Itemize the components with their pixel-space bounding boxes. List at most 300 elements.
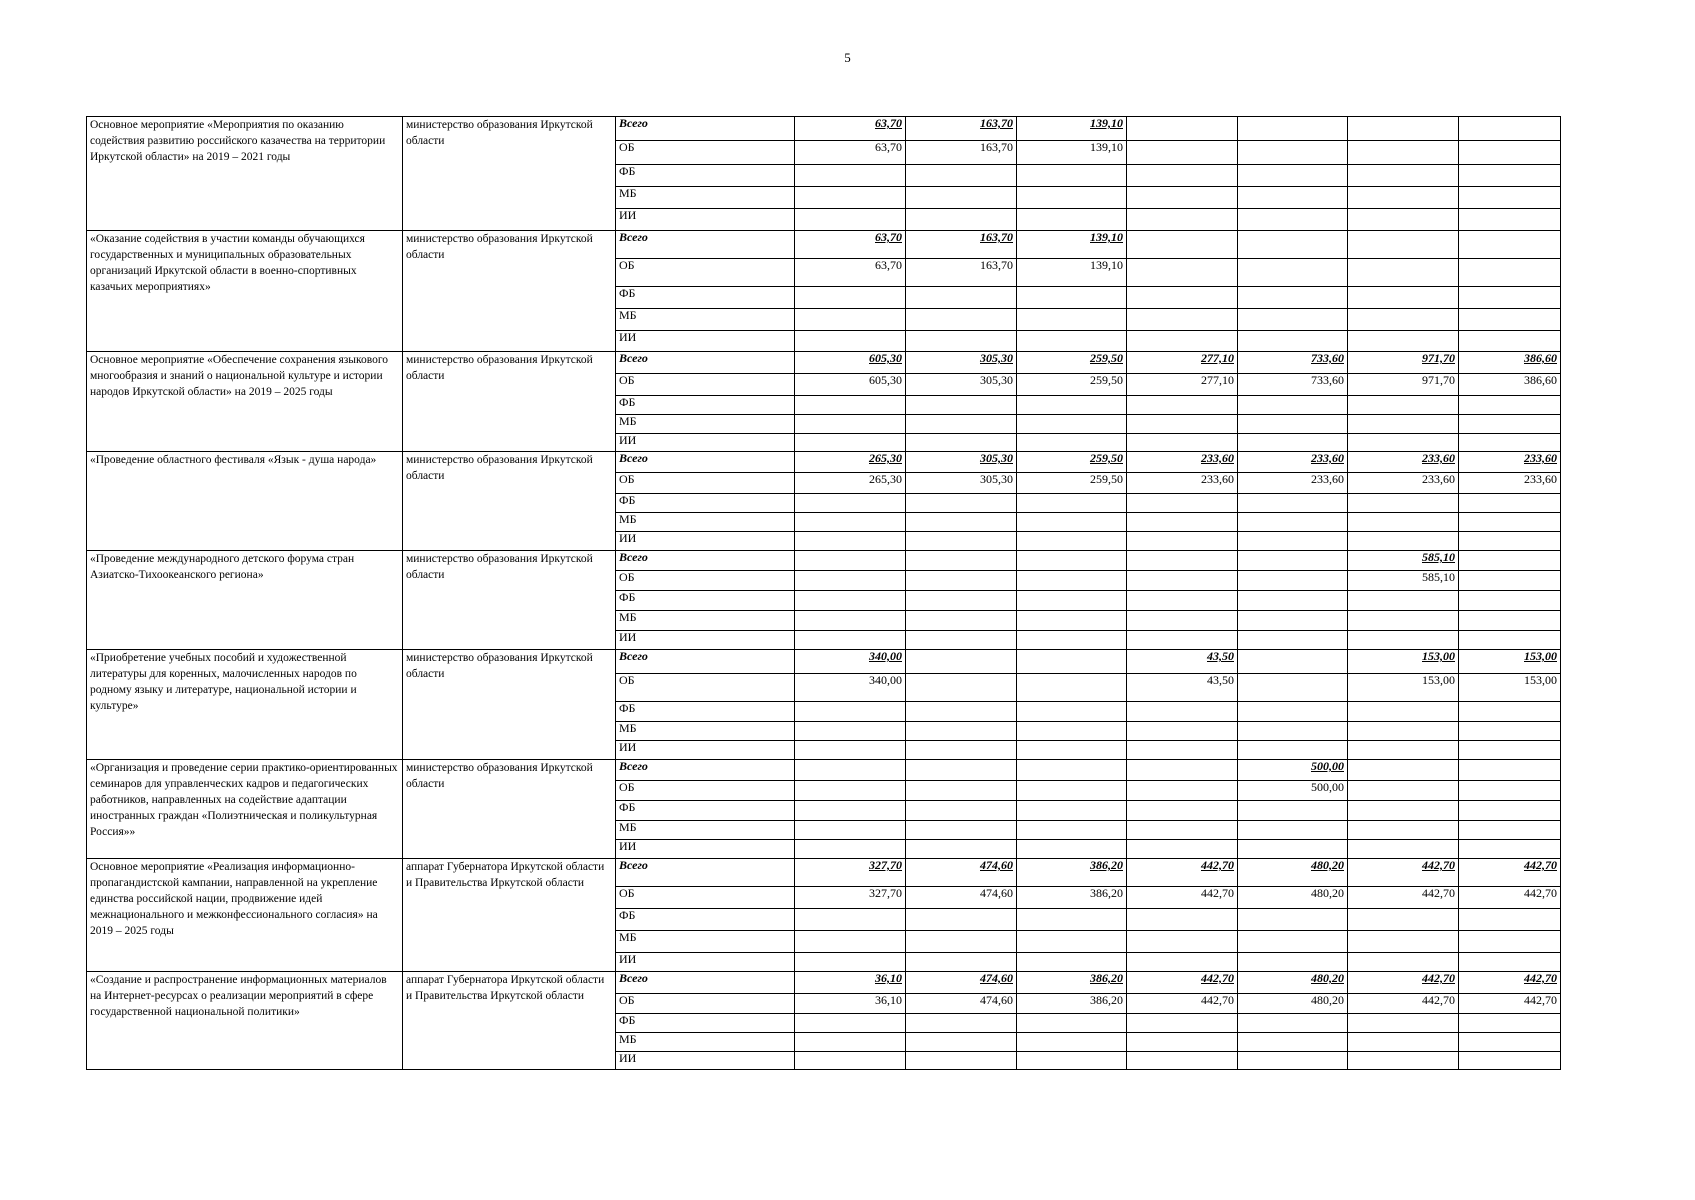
value-cell: 605,30 — [795, 374, 906, 396]
funding-source-total: Всего — [616, 650, 795, 674]
value-cell: 442,70 — [1127, 887, 1238, 909]
executor-name: аппарат Губернатора Иркутской области и Правительства Иркутской области — [403, 972, 616, 1070]
value-cell: 733,60 — [1238, 374, 1348, 396]
funding-source-total: Всего — [616, 117, 795, 141]
value-cell — [1017, 1052, 1127, 1070]
value-cell — [1238, 1033, 1348, 1052]
activity-name: «Проведение областного фестиваля «Язык - душа народа» — [87, 452, 403, 551]
value-cell — [1017, 287, 1127, 309]
value-cell — [1127, 909, 1238, 931]
value-cell — [1127, 513, 1238, 532]
funding-source-ii: ИИ — [616, 631, 795, 650]
value-cell: 305,30 — [906, 374, 1017, 396]
value-cell: 153,00 — [1348, 650, 1459, 674]
value-cell — [1238, 415, 1348, 434]
value-cell — [1459, 741, 1561, 760]
value-cell: 139,10 — [1017, 259, 1127, 287]
value-cell — [795, 781, 906, 801]
value-cell — [1127, 141, 1238, 165]
value-cell — [906, 513, 1017, 532]
table-row-total — [87, 551, 1561, 571]
value-cell — [1017, 840, 1127, 859]
value-cell: 442,70 — [1127, 994, 1238, 1014]
value-cell — [1127, 309, 1238, 331]
value-cell — [1017, 760, 1127, 781]
value-cell: 340,00 — [795, 650, 906, 674]
value-cell — [1127, 415, 1238, 434]
value-cell — [1017, 494, 1127, 513]
value-cell — [906, 953, 1017, 972]
value-cell — [1459, 722, 1561, 741]
value-cell — [1348, 187, 1459, 209]
value-cell — [1017, 1033, 1127, 1052]
table-row-total — [87, 117, 1561, 141]
value-cell: 153,00 — [1459, 650, 1561, 674]
value-cell — [795, 396, 906, 415]
value-cell — [1127, 1014, 1238, 1033]
value-cell — [1459, 309, 1561, 331]
value-cell: 386,20 — [1017, 859, 1127, 887]
value-cell — [1017, 631, 1127, 650]
value-cell — [1127, 259, 1238, 287]
value-cell: 153,00 — [1459, 674, 1561, 702]
value-cell — [795, 722, 906, 741]
value-cell — [1017, 801, 1127, 821]
value-cell — [1017, 396, 1127, 415]
value-cell: 233,60 — [1459, 452, 1561, 473]
value-cell — [1459, 781, 1561, 801]
funding-source-fb: ФБ — [616, 396, 795, 415]
value-cell — [1238, 141, 1348, 165]
budget-table — [86, 116, 1561, 1070]
value-cell: 277,10 — [1127, 352, 1238, 374]
funding-source-mb: МБ — [616, 931, 795, 953]
value-cell — [795, 1014, 906, 1033]
funding-source-ob: ОБ — [616, 994, 795, 1014]
value-cell — [795, 571, 906, 591]
value-cell — [1127, 801, 1238, 821]
value-cell — [1017, 415, 1127, 434]
value-cell — [1459, 1014, 1561, 1033]
value-cell — [1127, 571, 1238, 591]
funding-source-total: Всего — [616, 972, 795, 994]
value-cell — [1459, 117, 1561, 141]
value-cell — [1348, 396, 1459, 415]
value-cell — [1127, 187, 1238, 209]
value-cell: 139,10 — [1017, 141, 1127, 165]
value-cell: 43,50 — [1127, 674, 1238, 702]
value-cell — [1348, 494, 1459, 513]
funding-source-total: Всего — [616, 352, 795, 374]
funding-source-total: Всего — [616, 551, 795, 571]
value-cell — [1238, 1014, 1348, 1033]
value-cell — [1348, 259, 1459, 287]
value-cell — [1459, 1052, 1561, 1070]
value-cell — [1127, 1052, 1238, 1070]
value-cell — [1017, 532, 1127, 551]
value-cell — [906, 650, 1017, 674]
funding-source-mb: МБ — [616, 722, 795, 741]
value-cell: 971,70 — [1348, 352, 1459, 374]
value-cell — [1238, 909, 1348, 931]
value-cell — [1459, 821, 1561, 840]
funding-source-ob: ОБ — [616, 259, 795, 287]
activity-name: Основное мероприятие «Мероприятия по оказанию содействия развитию российского казачества на территории Иркутской области» на 2019 – 2021 годы — [87, 117, 403, 231]
value-cell: 480,20 — [1238, 972, 1348, 994]
value-cell — [1348, 331, 1459, 352]
value-cell — [1459, 434, 1561, 452]
value-cell: 139,10 — [1017, 231, 1127, 259]
value-cell — [906, 722, 1017, 741]
value-cell: 163,70 — [906, 117, 1017, 141]
value-cell — [1238, 165, 1348, 187]
value-cell: 442,70 — [1348, 859, 1459, 887]
value-cell: 585,10 — [1348, 571, 1459, 591]
value-cell — [1017, 187, 1127, 209]
value-cell — [1348, 117, 1459, 141]
executor-name: министерство образования Иркутской области — [403, 452, 616, 551]
value-cell: 500,00 — [1238, 781, 1348, 801]
funding-source-mb: МБ — [616, 309, 795, 331]
value-cell: 63,70 — [795, 259, 906, 287]
value-cell: 233,60 — [1348, 473, 1459, 494]
activity-name: «Организация и проведение серии практико-ориентированных семинаров для управленческих кадров и педагогических работников, направленных на содействие адаптации иностранных граждан «Полиэтническая и поликультурная Россия»» — [87, 760, 403, 859]
value-cell — [1127, 931, 1238, 953]
value-cell — [1017, 722, 1127, 741]
executor-name: министерство образования Иркутской области — [403, 352, 616, 452]
value-cell — [1017, 953, 1127, 972]
value-cell — [1127, 434, 1238, 452]
funding-source-total: Всего — [616, 231, 795, 259]
value-cell — [1348, 781, 1459, 801]
value-cell — [1127, 551, 1238, 571]
value-cell: 474,60 — [906, 887, 1017, 909]
funding-source-mb: МБ — [616, 611, 795, 631]
value-cell — [1348, 760, 1459, 781]
value-cell — [1238, 840, 1348, 859]
value-cell — [795, 1033, 906, 1052]
value-cell: 265,30 — [795, 473, 906, 494]
value-cell — [1127, 840, 1238, 859]
value-cell: 233,60 — [1348, 452, 1459, 473]
value-cell — [795, 551, 906, 571]
value-cell — [1127, 631, 1238, 650]
value-cell: 327,70 — [795, 859, 906, 887]
funding-source-total: Всего — [616, 760, 795, 781]
value-cell — [1238, 611, 1348, 631]
value-cell — [1017, 551, 1127, 571]
value-cell: 474,60 — [906, 972, 1017, 994]
value-cell: 442,70 — [1127, 859, 1238, 887]
value-cell — [1459, 1033, 1561, 1052]
value-cell — [1017, 821, 1127, 840]
table-row-total — [87, 859, 1561, 887]
value-cell — [1017, 591, 1127, 611]
value-cell — [1238, 591, 1348, 611]
value-cell — [795, 513, 906, 532]
value-cell — [906, 165, 1017, 187]
value-cell — [1348, 722, 1459, 741]
value-cell: 163,70 — [906, 259, 1017, 287]
value-cell — [1127, 287, 1238, 309]
value-cell — [1238, 187, 1348, 209]
value-cell: 36,10 — [795, 972, 906, 994]
value-cell — [795, 840, 906, 859]
value-cell — [906, 931, 1017, 953]
table-body — [87, 117, 1561, 1070]
activity-name: Основное мероприятие «Реализация информационно-пропагандистской кампании, направленной на укрепление единства российской нации, продвижение идей межнационального и межконфессионального согласия» на 2019 – 2025 годы — [87, 859, 403, 972]
funding-source-fb: ФБ — [616, 591, 795, 611]
value-cell — [1017, 309, 1127, 331]
value-cell — [1348, 165, 1459, 187]
table-row-total — [87, 650, 1561, 674]
value-cell: 327,70 — [795, 887, 906, 909]
funding-source-fb: ФБ — [616, 702, 795, 722]
funding-source-ob: ОБ — [616, 374, 795, 396]
value-cell — [1238, 494, 1348, 513]
value-cell — [1459, 532, 1561, 551]
value-cell — [1348, 209, 1459, 231]
funding-source-ob: ОБ — [616, 887, 795, 909]
value-cell — [1238, 396, 1348, 415]
value-cell — [795, 434, 906, 452]
value-cell — [795, 931, 906, 953]
value-cell — [1127, 821, 1238, 840]
funding-source-ii: ИИ — [616, 331, 795, 352]
value-cell: 386,60 — [1459, 374, 1561, 396]
value-cell — [1017, 209, 1127, 231]
value-cell — [795, 165, 906, 187]
value-cell — [1017, 611, 1127, 631]
value-cell — [1127, 953, 1238, 972]
value-cell — [906, 434, 1017, 452]
value-cell — [1238, 259, 1348, 287]
value-cell — [1348, 141, 1459, 165]
value-cell: 480,20 — [1238, 887, 1348, 909]
funding-source-ii: ИИ — [616, 209, 795, 231]
funding-source-total: Всего — [616, 859, 795, 887]
value-cell — [906, 209, 1017, 231]
activity-name: «Оказание содействия в участии команды обучающихся государственных и муниципальных образовательных организаций Иркутской области в военно-спортивных казачьих мероприятиях» — [87, 231, 403, 352]
value-cell — [1017, 650, 1127, 674]
value-cell — [1238, 231, 1348, 259]
value-cell — [1348, 1052, 1459, 1070]
value-cell — [1127, 741, 1238, 760]
value-cell — [1238, 309, 1348, 331]
value-cell — [906, 741, 1017, 760]
table-row-total — [87, 231, 1561, 259]
value-cell — [1017, 513, 1127, 532]
value-cell — [795, 532, 906, 551]
value-cell — [1238, 650, 1348, 674]
value-cell — [1127, 331, 1238, 352]
value-cell — [1348, 1014, 1459, 1033]
value-cell — [906, 1033, 1017, 1052]
value-cell: 480,20 — [1238, 859, 1348, 887]
value-cell — [906, 287, 1017, 309]
value-cell — [1238, 931, 1348, 953]
value-cell — [1238, 434, 1348, 452]
value-cell — [906, 611, 1017, 631]
value-cell — [1459, 551, 1561, 571]
value-cell: 386,20 — [1017, 994, 1127, 1014]
funding-source-mb: МБ — [616, 1033, 795, 1052]
value-cell — [1238, 331, 1348, 352]
value-cell — [906, 909, 1017, 931]
funding-source-total: Всего — [616, 452, 795, 473]
table-row-total — [87, 972, 1561, 994]
value-cell — [1459, 415, 1561, 434]
value-cell — [1348, 741, 1459, 760]
value-cell: 386,20 — [1017, 887, 1127, 909]
value-cell — [1459, 760, 1561, 781]
funding-source-ob: ОБ — [616, 141, 795, 165]
value-cell: 139,10 — [1017, 117, 1127, 141]
value-cell — [906, 309, 1017, 331]
value-cell — [1348, 611, 1459, 631]
value-cell: 442,70 — [1127, 972, 1238, 994]
value-cell: 233,60 — [1459, 473, 1561, 494]
value-cell: 442,70 — [1348, 887, 1459, 909]
value-cell: 442,70 — [1348, 972, 1459, 994]
executor-name: министерство образования Иркутской области — [403, 760, 616, 859]
value-cell — [1459, 611, 1561, 631]
value-cell: 480,20 — [1238, 994, 1348, 1014]
funding-source-fb: ФБ — [616, 494, 795, 513]
value-cell — [1127, 722, 1238, 741]
value-cell — [1459, 571, 1561, 591]
value-cell: 63,70 — [795, 117, 906, 141]
value-cell — [1348, 1033, 1459, 1052]
value-cell — [795, 760, 906, 781]
value-cell — [1127, 781, 1238, 801]
value-cell — [906, 674, 1017, 702]
value-cell: 500,00 — [1238, 760, 1348, 781]
value-cell: 233,60 — [1238, 452, 1348, 473]
value-cell: 305,30 — [906, 352, 1017, 374]
value-cell: 442,70 — [1459, 887, 1561, 909]
value-cell: 971,70 — [1348, 374, 1459, 396]
value-cell — [795, 801, 906, 821]
value-cell — [795, 494, 906, 513]
value-cell — [1348, 231, 1459, 259]
value-cell — [1459, 259, 1561, 287]
funding-source-mb: МБ — [616, 415, 795, 434]
funding-source-ob: ОБ — [616, 674, 795, 702]
value-cell: 233,60 — [1127, 473, 1238, 494]
value-cell: 474,60 — [906, 859, 1017, 887]
value-cell — [795, 741, 906, 760]
value-cell — [1348, 434, 1459, 452]
value-cell: 305,30 — [906, 473, 1017, 494]
value-cell — [795, 909, 906, 931]
value-cell — [1238, 532, 1348, 551]
value-cell — [1127, 702, 1238, 722]
value-cell — [906, 1052, 1017, 1070]
value-cell — [906, 331, 1017, 352]
value-cell: 442,70 — [1459, 994, 1561, 1014]
value-cell: 386,60 — [1459, 352, 1561, 374]
value-cell — [1238, 117, 1348, 141]
value-cell — [906, 801, 1017, 821]
page-number: 5 — [844, 50, 851, 65]
funding-source-ii: ИИ — [616, 953, 795, 972]
value-cell — [1459, 591, 1561, 611]
value-cell — [1017, 741, 1127, 760]
value-cell — [906, 415, 1017, 434]
value-cell — [795, 1052, 906, 1070]
value-cell — [1459, 141, 1561, 165]
activity-name: «Проведение международного детского форума стран Азиатско-Тихоокеанского региона» — [87, 551, 403, 650]
value-cell — [1238, 722, 1348, 741]
value-cell — [1127, 165, 1238, 187]
value-cell — [906, 591, 1017, 611]
value-cell — [1348, 415, 1459, 434]
table-row-total — [87, 452, 1561, 473]
value-cell — [1459, 953, 1561, 972]
value-cell — [1459, 909, 1561, 931]
funding-source-ii: ИИ — [616, 532, 795, 551]
value-cell: 442,70 — [1459, 972, 1561, 994]
value-cell — [1238, 801, 1348, 821]
value-cell — [1459, 513, 1561, 532]
value-cell — [1238, 631, 1348, 650]
value-cell — [1238, 953, 1348, 972]
value-cell: 585,10 — [1348, 551, 1459, 571]
value-cell — [1127, 396, 1238, 415]
value-cell — [1127, 591, 1238, 611]
value-cell — [1459, 187, 1561, 209]
value-cell — [1348, 591, 1459, 611]
value-cell — [1348, 909, 1459, 931]
value-cell — [1017, 674, 1127, 702]
value-cell — [1348, 953, 1459, 972]
value-cell — [1459, 494, 1561, 513]
value-cell: 63,70 — [795, 141, 906, 165]
value-cell: 259,50 — [1017, 352, 1127, 374]
value-cell — [795, 821, 906, 840]
value-cell: 386,20 — [1017, 972, 1127, 994]
value-cell — [795, 209, 906, 231]
value-cell: 153,00 — [1348, 674, 1459, 702]
value-cell — [1127, 494, 1238, 513]
value-cell — [1459, 931, 1561, 953]
value-cell — [1017, 165, 1127, 187]
value-cell: 305,30 — [906, 452, 1017, 473]
value-cell — [1238, 513, 1348, 532]
value-cell — [1348, 801, 1459, 821]
value-cell — [1348, 840, 1459, 859]
value-cell — [1127, 611, 1238, 631]
value-cell: 442,70 — [1348, 994, 1459, 1014]
value-cell — [1017, 702, 1127, 722]
funding-source-mb: МБ — [616, 187, 795, 209]
value-cell — [906, 760, 1017, 781]
executor-name: министерство образования Иркутской области — [403, 117, 616, 231]
executor-name: министерство образования Иркутской области — [403, 551, 616, 650]
value-cell — [1348, 532, 1459, 551]
value-cell — [1348, 631, 1459, 650]
value-cell — [1127, 1033, 1238, 1052]
funding-source-fb: ФБ — [616, 165, 795, 187]
funding-source-ii: ИИ — [616, 434, 795, 452]
value-cell: 474,60 — [906, 994, 1017, 1014]
value-cell — [1127, 532, 1238, 551]
activity-name: «Создание и распространение информационных материалов на Интернет-ресурсах о реализации мероприятий в сфере государственной национальной политики» — [87, 972, 403, 1070]
value-cell — [906, 1014, 1017, 1033]
value-cell: 340,00 — [795, 674, 906, 702]
value-cell — [795, 953, 906, 972]
